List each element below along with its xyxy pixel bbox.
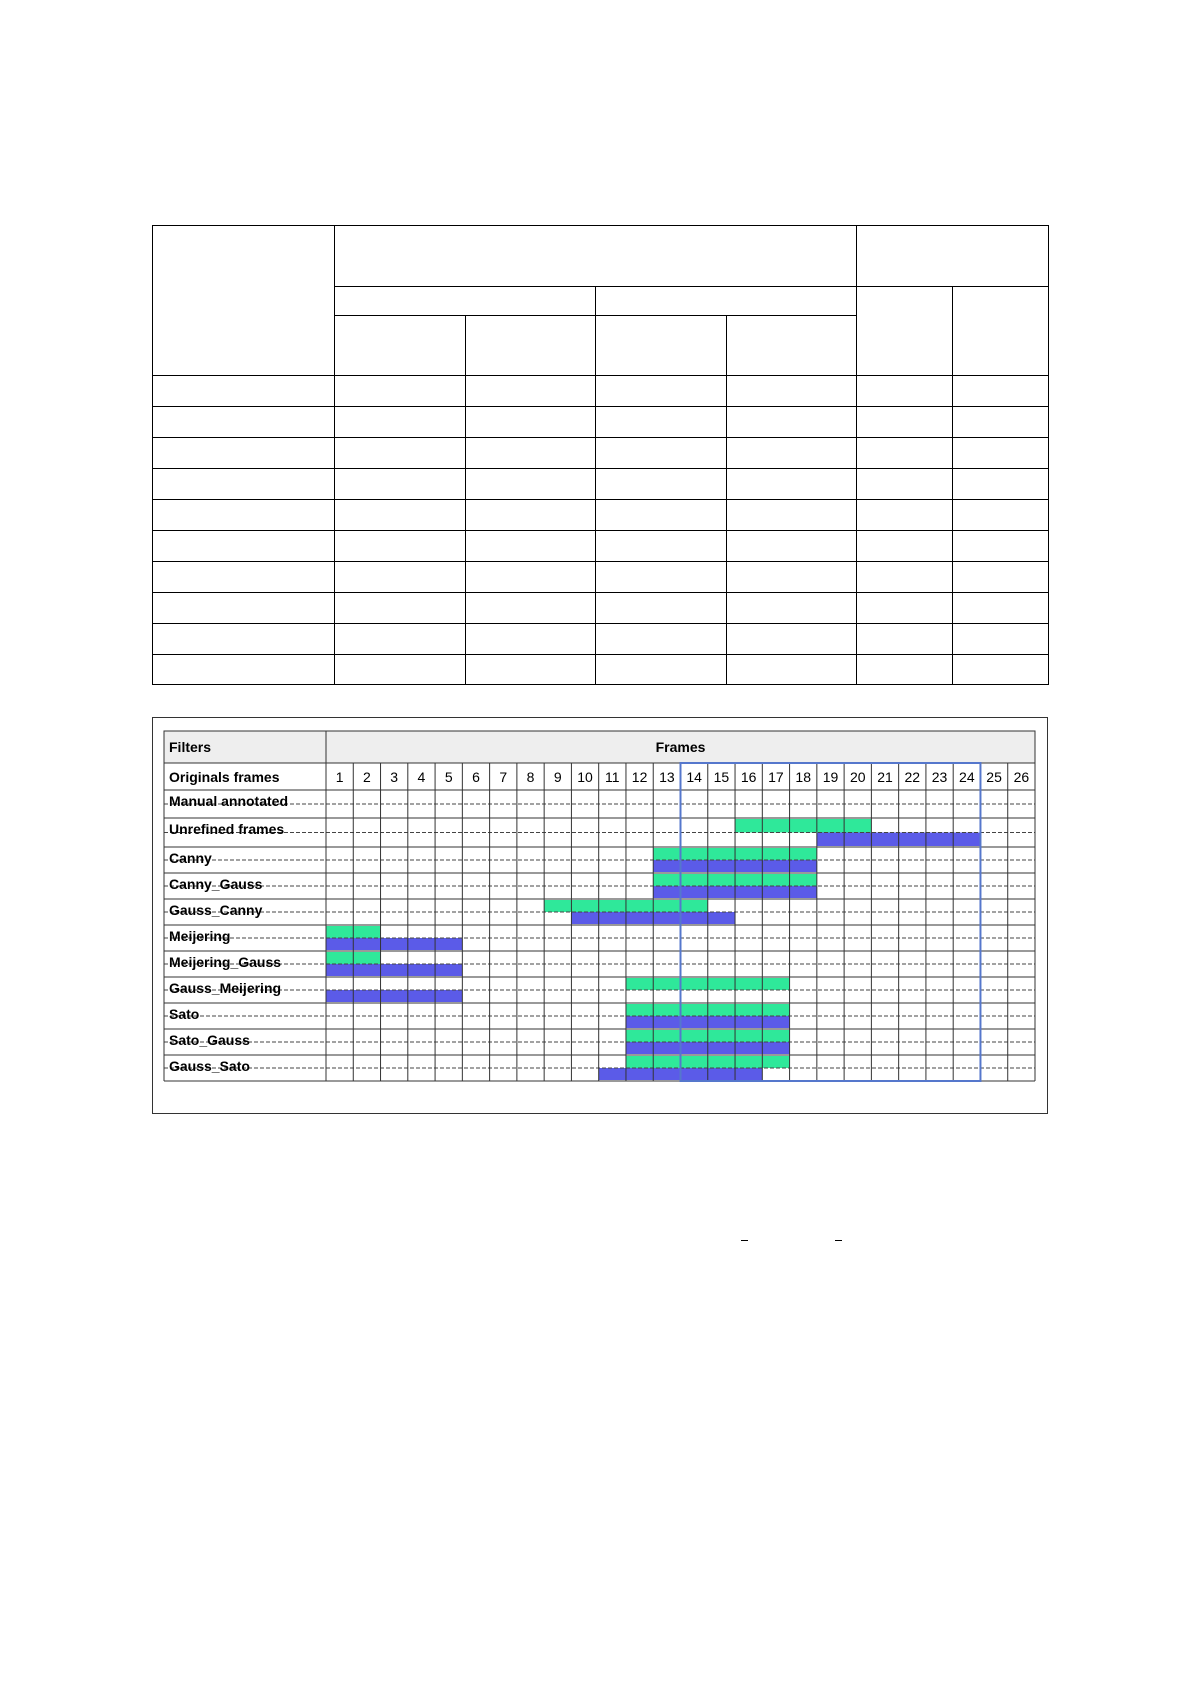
frame-number: 3 (390, 769, 399, 785)
frame-number: 1 (335, 769, 344, 785)
frame-number: 21 (877, 769, 893, 785)
frame-number: 23 (931, 769, 948, 785)
frame-number: 7 (499, 769, 508, 785)
table-rule (152, 684, 1049, 685)
frame-number: 25 (986, 769, 1002, 785)
table-rule (465, 315, 466, 685)
frame-number: 18 (795, 769, 812, 785)
filter-row-label: Gauss_Sato (169, 1058, 250, 1074)
table-rule (152, 468, 1049, 469)
frame-number: 24 (959, 769, 975, 785)
originals-frames-label: Originals frames (169, 769, 280, 785)
frames-grid (153, 718, 1047, 1113)
frame-number: 16 (740, 769, 757, 785)
results-table (152, 225, 1049, 685)
table-rule (152, 406, 1049, 407)
table-rule (152, 225, 1049, 226)
filter-row-label: Meijering_Gauss (169, 954, 282, 970)
frame-number: 19 (822, 769, 839, 785)
filter-row-label: Sato (169, 1006, 200, 1022)
table-rule (152, 623, 1049, 624)
frame-number: 14 (686, 769, 702, 785)
table-rule (595, 315, 596, 685)
frame-number: 4 (417, 769, 426, 785)
frame-number: 9 (553, 769, 562, 785)
filter-row-label: Canny (169, 850, 212, 866)
frame-number: 6 (472, 769, 480, 785)
filter-row-label: Gauss_Meijering (169, 980, 282, 996)
filter-row-label: Gauss_Canny (169, 902, 263, 918)
frame-number: 11 (605, 769, 620, 785)
filter-row-label: Unrefined frames (169, 821, 285, 837)
frame-number: 17 (768, 769, 784, 785)
frame-number: 2 (363, 769, 371, 785)
table-rule (152, 225, 153, 685)
blue-bar (326, 990, 462, 1002)
filter-row-label: Sato_Gauss (169, 1032, 250, 1048)
blue-bar (326, 964, 462, 976)
figure-header-band (164, 731, 1035, 763)
frame-number: 12 (631, 769, 648, 785)
frame-number: 5 (444, 769, 453, 785)
table-rule (334, 286, 1049, 287)
green-bar (735, 819, 871, 833)
table-rule (726, 315, 727, 685)
table-rule (152, 375, 1049, 376)
table-rule (152, 499, 1049, 500)
frame-number: 20 (849, 769, 866, 785)
filter-row-label: Manual annotated (169, 793, 289, 809)
table-rule (152, 654, 1049, 655)
filter-row-label: Meijering (169, 928, 231, 944)
frame-number: 15 (713, 769, 730, 785)
table-rule (856, 225, 857, 685)
blue-bar (326, 938, 462, 950)
table-rule (152, 530, 1049, 531)
frame-number: 26 (1013, 769, 1030, 785)
dash-mark (741, 1240, 748, 1241)
filters-header-label: Filters (169, 739, 212, 755)
frame-number: 13 (659, 769, 675, 785)
table-rule (1048, 225, 1049, 685)
table-rule (152, 437, 1049, 438)
table-rule (152, 592, 1049, 593)
table-rule (595, 286, 596, 315)
dash-mark (835, 1240, 842, 1241)
table-rule (952, 286, 953, 685)
frames-comparison-figure (152, 717, 1048, 1114)
frame-number: 10 (577, 769, 593, 785)
table-rule (152, 561, 1049, 562)
table-rule (334, 225, 335, 685)
filter-row-label: Canny_Gauss (169, 876, 263, 892)
frame-number: 8 (526, 769, 535, 785)
frame-number: 22 (904, 769, 921, 785)
frames-header-label: Frames (655, 739, 706, 755)
